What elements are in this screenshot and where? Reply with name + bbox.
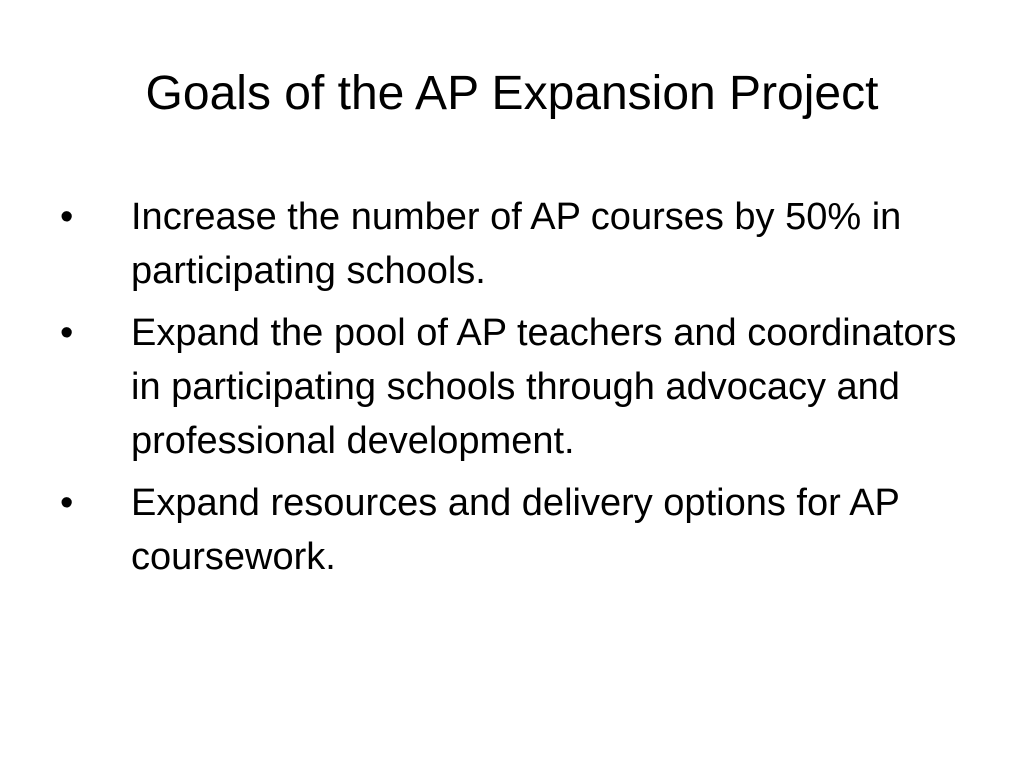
bullet-item-2 <box>60 306 990 468</box>
bullet-text: Increase the number of AP courses by 50% in participating schools. <box>131 196 902 292</box>
bullet-item-1 <box>60 190 990 298</box>
bullet-text: Expand the pool of AP teachers and coordinators in participating schools through advocacy and professional development. <box>131 312 957 462</box>
slide-title: Goals of the AP Expansion Project <box>145 67 879 120</box>
bullet-list <box>60 190 990 592</box>
bullet-marker-icon: • <box>60 312 74 354</box>
bullet-marker-icon: • <box>60 482 74 524</box>
bullet-item-3 <box>60 476 990 584</box>
bullet-marker-icon: • <box>60 196 74 238</box>
bullet-text: Expand resources and delivery options for AP coursework. <box>131 482 900 578</box>
